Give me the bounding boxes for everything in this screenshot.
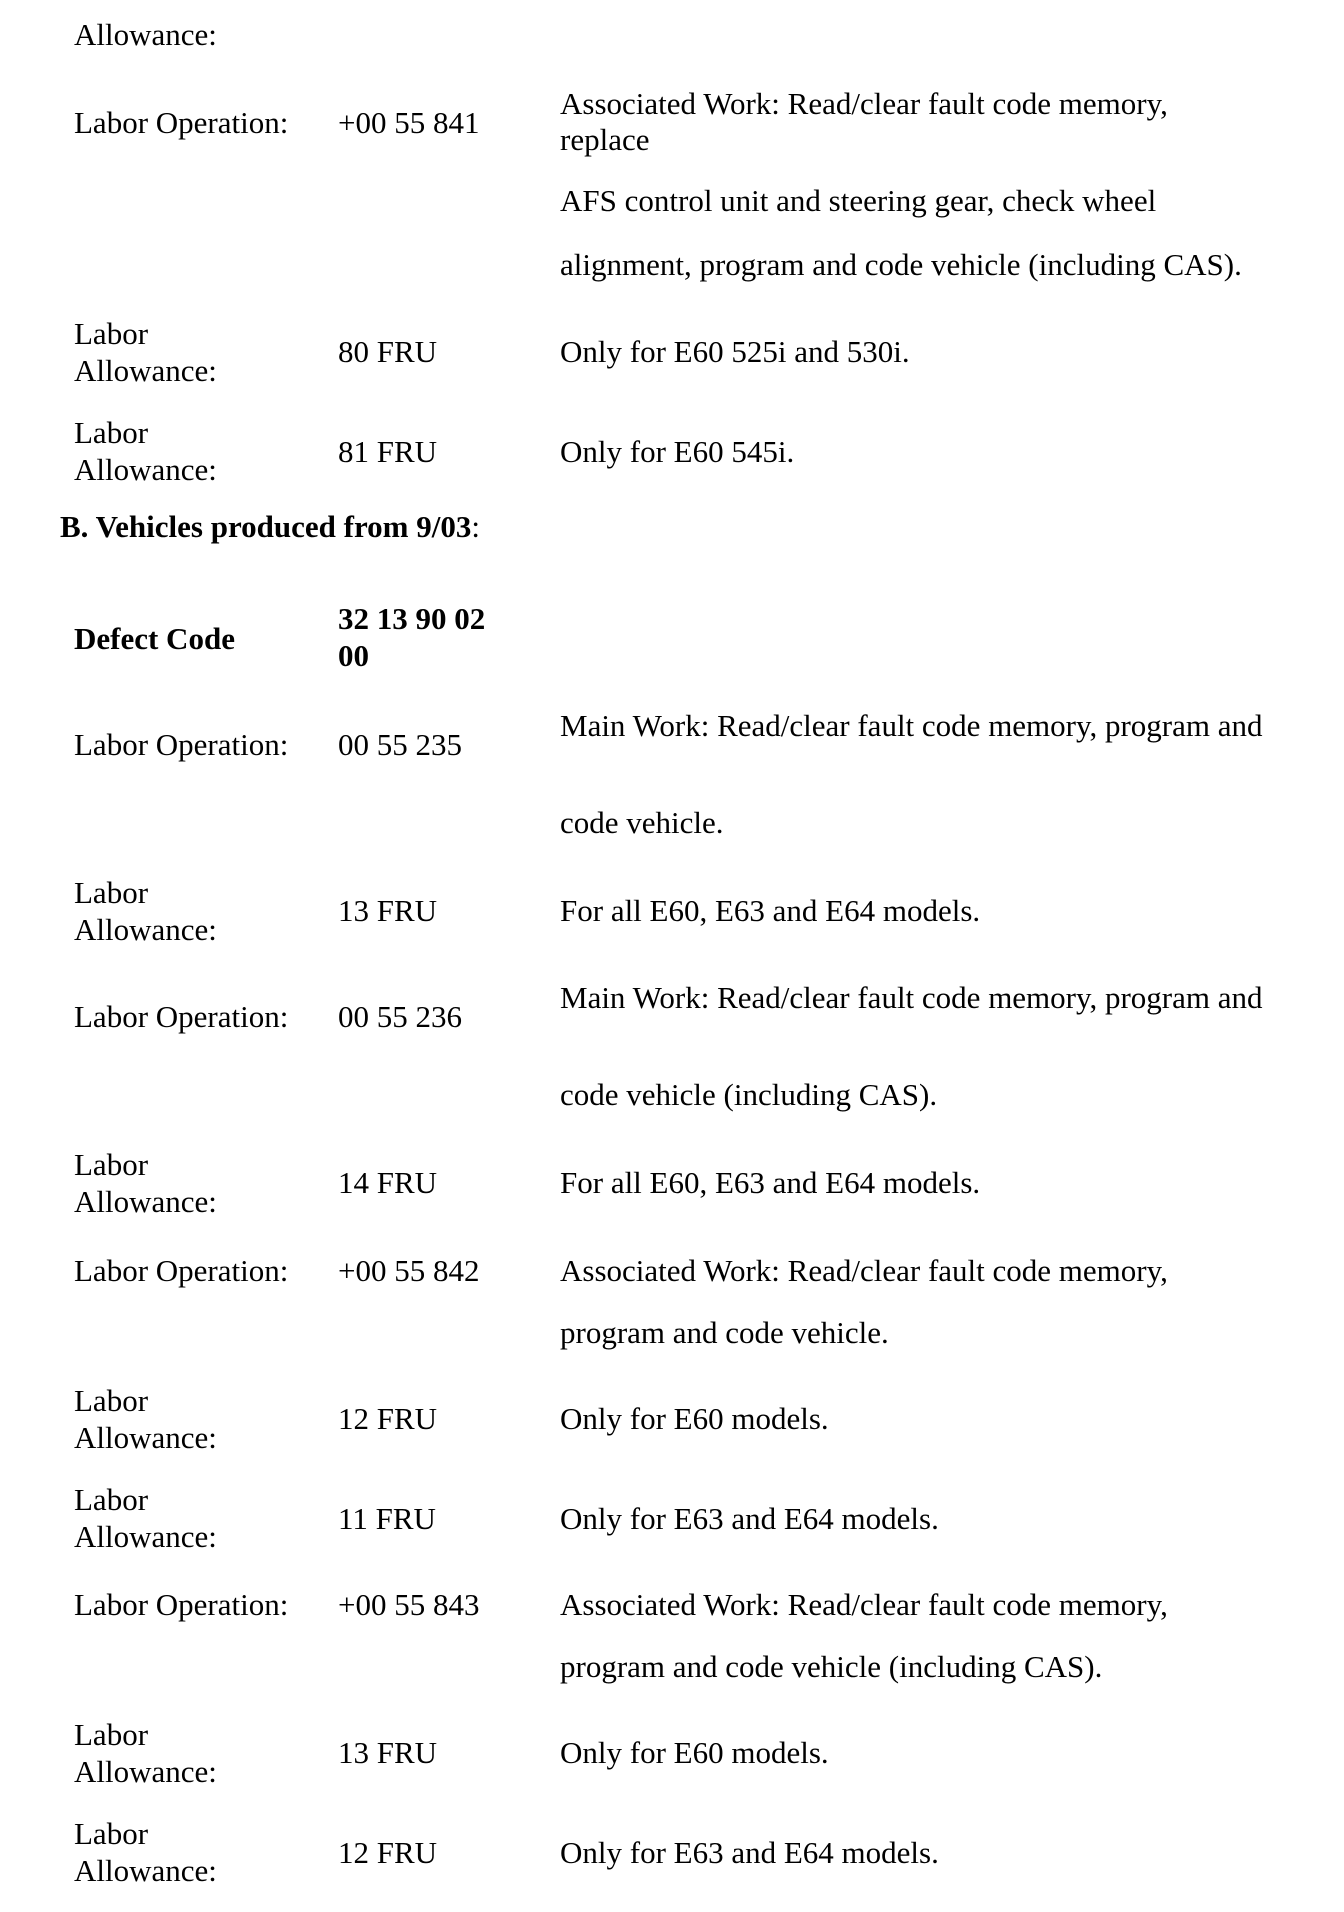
labor-allowance-value: 13 FRU	[338, 893, 438, 928]
defect-code-label: Defect Code	[74, 621, 235, 656]
labor-allowance-value: 14 FRU	[338, 1165, 438, 1200]
labor-operation-description-line: alignment, program and code vehicle (including CAS).	[560, 247, 1242, 282]
labor-operation-label: Labor Operation:	[74, 727, 289, 762]
defect-code-value: 32 13 90 02 00	[338, 601, 486, 673]
labor-operation-label: Labor Operation:	[74, 1253, 289, 1288]
labor-operation-description: Associated Work: Read/clear fault code memory,	[560, 1587, 1168, 1622]
labor-allowance-value: 81 FRU	[338, 434, 438, 469]
labor-allowance-note: Only for E60 models.	[560, 1735, 829, 1770]
labor-operation-code: 00 55 235	[338, 727, 462, 762]
labor-operation-label: Labor Operation:	[74, 999, 289, 1034]
labor-operation-description-line: code vehicle (including CAS).	[560, 1077, 938, 1112]
labor-allowance-label: Labor Allowance:	[74, 875, 217, 947]
labor-operation-description-line: program and code vehicle.	[560, 1315, 889, 1350]
labor-operation-label: Labor Operation:	[74, 105, 289, 140]
labor-operation-description: Associated Work: Read/clear fault code memory,	[560, 1253, 1168, 1288]
labor-operation-label: Labor Operation:	[74, 1587, 289, 1622]
labor-allowance-note: Only for E63 and E64 models.	[560, 1501, 939, 1536]
labor-allowance-value: 12 FRU	[338, 1401, 438, 1436]
labor-allowance-label: Labor Allowance:	[74, 316, 217, 388]
labor-allowance-label: Labor Allowance:	[74, 1717, 217, 1789]
labor-allowance-label: Labor Allowance:	[74, 1816, 217, 1888]
labor-operation-description-line: code vehicle.	[560, 805, 724, 840]
labor-operation-code: +00 55 843	[338, 1587, 480, 1622]
allowance-label: Allowance:	[74, 17, 217, 52]
labor-allowance-note: Only for E63 and E64 models.	[560, 1835, 939, 1870]
labor-operation-description: Main Work: Read/clear fault code memory, program and	[560, 708, 1263, 743]
section-heading: B. Vehicles produced from 9/03:	[60, 509, 480, 544]
labor-operation-description: Main Work: Read/clear fault code memory, program and	[560, 980, 1263, 1015]
labor-operation-description-line: AFS control unit and steering gear, check wheel	[560, 183, 1157, 218]
labor-operation-code: 00 55 236	[338, 999, 462, 1034]
labor-allowance-label: Labor Allowance:	[74, 1147, 217, 1219]
labor-allowance-note: For all E60, E63 and E64 models.	[560, 1165, 981, 1200]
labor-allowance-value: 80 FRU	[338, 334, 438, 369]
labor-allowance-value: 13 FRU	[338, 1735, 438, 1770]
labor-operation-code: +00 55 842	[338, 1253, 480, 1288]
labor-allowance-label: Labor Allowance:	[74, 415, 217, 487]
labor-allowance-note: For all E60, E63 and E64 models.	[560, 893, 981, 928]
labor-allowance-value: 11 FRU	[338, 1501, 436, 1536]
labor-operation-description: Associated Work: Read/clear fault code memory, replace	[560, 86, 1168, 157]
labor-allowance-label: Labor Allowance:	[74, 1383, 217, 1455]
labor-allowance-note: Only for E60 545i.	[560, 434, 795, 469]
labor-allowance-value: 12 FRU	[338, 1835, 438, 1870]
labor-allowance-note: Only for E60 models.	[560, 1401, 829, 1436]
labor-allowance-label: Labor Allowance:	[74, 1482, 217, 1554]
labor-operation-description-line: program and code vehicle (including CAS).	[560, 1649, 1103, 1684]
labor-allowance-note: Only for E60 525i and 530i.	[560, 334, 910, 369]
labor-operation-code: +00 55 841	[338, 105, 480, 140]
